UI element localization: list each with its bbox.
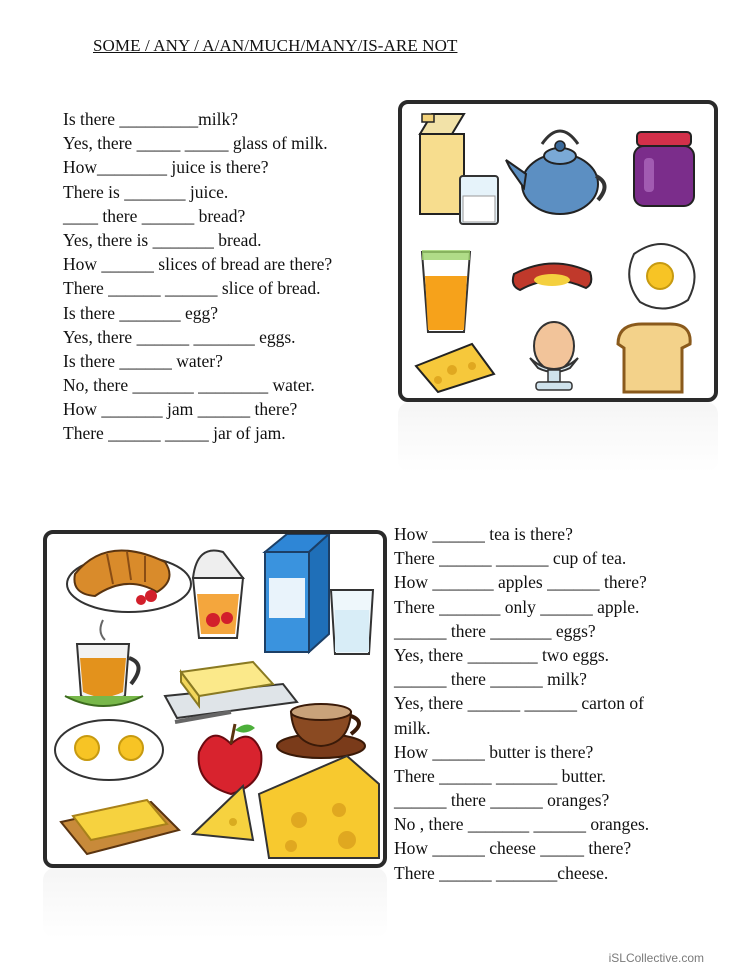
exercise-line: How _______ jam ______ there? <box>63 399 298 420</box>
glass-of-water-icon <box>331 590 373 654</box>
panel-2-reflection <box>43 868 387 938</box>
breakfast-picture-panel-2 <box>43 530 387 868</box>
footer-watermark: iSLCollective.com <box>608 951 704 965</box>
cheese-icon <box>259 756 379 858</box>
orange-juice-icon <box>422 250 470 332</box>
exercise-line: How ______ slices of bread are there? <box>63 254 333 275</box>
exercise-line: How ______ tea is there? <box>394 524 573 544</box>
exercise-line: milk. <box>394 717 431 738</box>
cheese-icon <box>193 786 253 840</box>
worksheet-title: SOME / ANY / A/AN/MUCH/MANY/IS-ARE NOT <box>93 36 458 55</box>
exercise-line: There is _______ juice. <box>63 181 229 202</box>
exercise-line: No, there _______ ________ water. <box>63 375 315 396</box>
exercise-line: ______ there _______ eggs? <box>394 620 596 641</box>
glass-of-milk-icon <box>460 176 498 224</box>
exercise-line: How _______ apples ______ there? <box>394 572 647 593</box>
breakfast-picture-panel-1 <box>398 100 718 402</box>
exercise-1-lines <box>63 107 332 446</box>
fried-eggs-icon <box>55 720 163 780</box>
exercise-line: How________ juice is there? <box>63 157 269 178</box>
cheese-toast-icon <box>61 800 179 854</box>
coffee-cup-icon <box>277 704 365 758</box>
cup-of-tea-icon <box>65 620 143 706</box>
exercise-line: How ______ butter is there? <box>394 741 594 762</box>
jam-jar-icon <box>634 132 694 206</box>
exercise-line: ______ there ______ milk? <box>394 669 587 690</box>
exercise-line: There ______ _______cheese. <box>394 862 609 883</box>
exercise-line: Yes, there ________ two eggs. <box>394 644 610 665</box>
panel-1-reflection <box>398 402 718 472</box>
fried-egg-icon <box>629 244 694 309</box>
cheese-icon <box>416 344 494 392</box>
butter-icon <box>165 662 297 722</box>
exercise-line: Yes, there ______ ______ carton of <box>394 693 644 714</box>
exercise-line: Is there _______ egg? <box>63 302 219 323</box>
exercise-line: There ______ _______ butter. <box>394 765 606 786</box>
exercise-line: Is there ______ water? <box>63 350 223 371</box>
exercise-line: There ______ ______ cup of tea. <box>394 548 627 569</box>
toast-icon <box>618 324 690 392</box>
boiled-egg-icon <box>530 322 578 390</box>
exercise-line: Yes, there ______ _______ eggs. <box>63 326 296 347</box>
milk-carton-icon <box>265 534 329 652</box>
exercise-line: Yes, there is _______ bread. <box>63 229 262 250</box>
milk-carton-icon <box>420 114 464 214</box>
teapot-icon <box>506 131 605 214</box>
exercise-line: There ______ ______ slice of bread. <box>63 278 321 299</box>
exercise-line: There _______ only ______ apple. <box>394 596 640 617</box>
exercise-line: No , there _______ ______ oranges. <box>394 814 650 835</box>
sausage-icon <box>513 263 591 290</box>
exercise-line: Yes, there _____ _____ glass of milk. <box>63 133 328 154</box>
exercise-line: Is there _________milk? <box>63 109 238 129</box>
exercise-line: ______ there ______ oranges? <box>394 790 610 811</box>
croissant-icon <box>67 550 191 612</box>
exercise-line: There ______ _____ jar of jam. <box>63 423 286 444</box>
yogurt-icon <box>193 550 243 638</box>
exercise-line: ____ there ______ bread? <box>63 205 246 226</box>
apple-icon <box>199 724 262 794</box>
exercise-line: How ______ cheese _____ there? <box>394 838 632 859</box>
exercise-2-lines <box>394 522 649 885</box>
